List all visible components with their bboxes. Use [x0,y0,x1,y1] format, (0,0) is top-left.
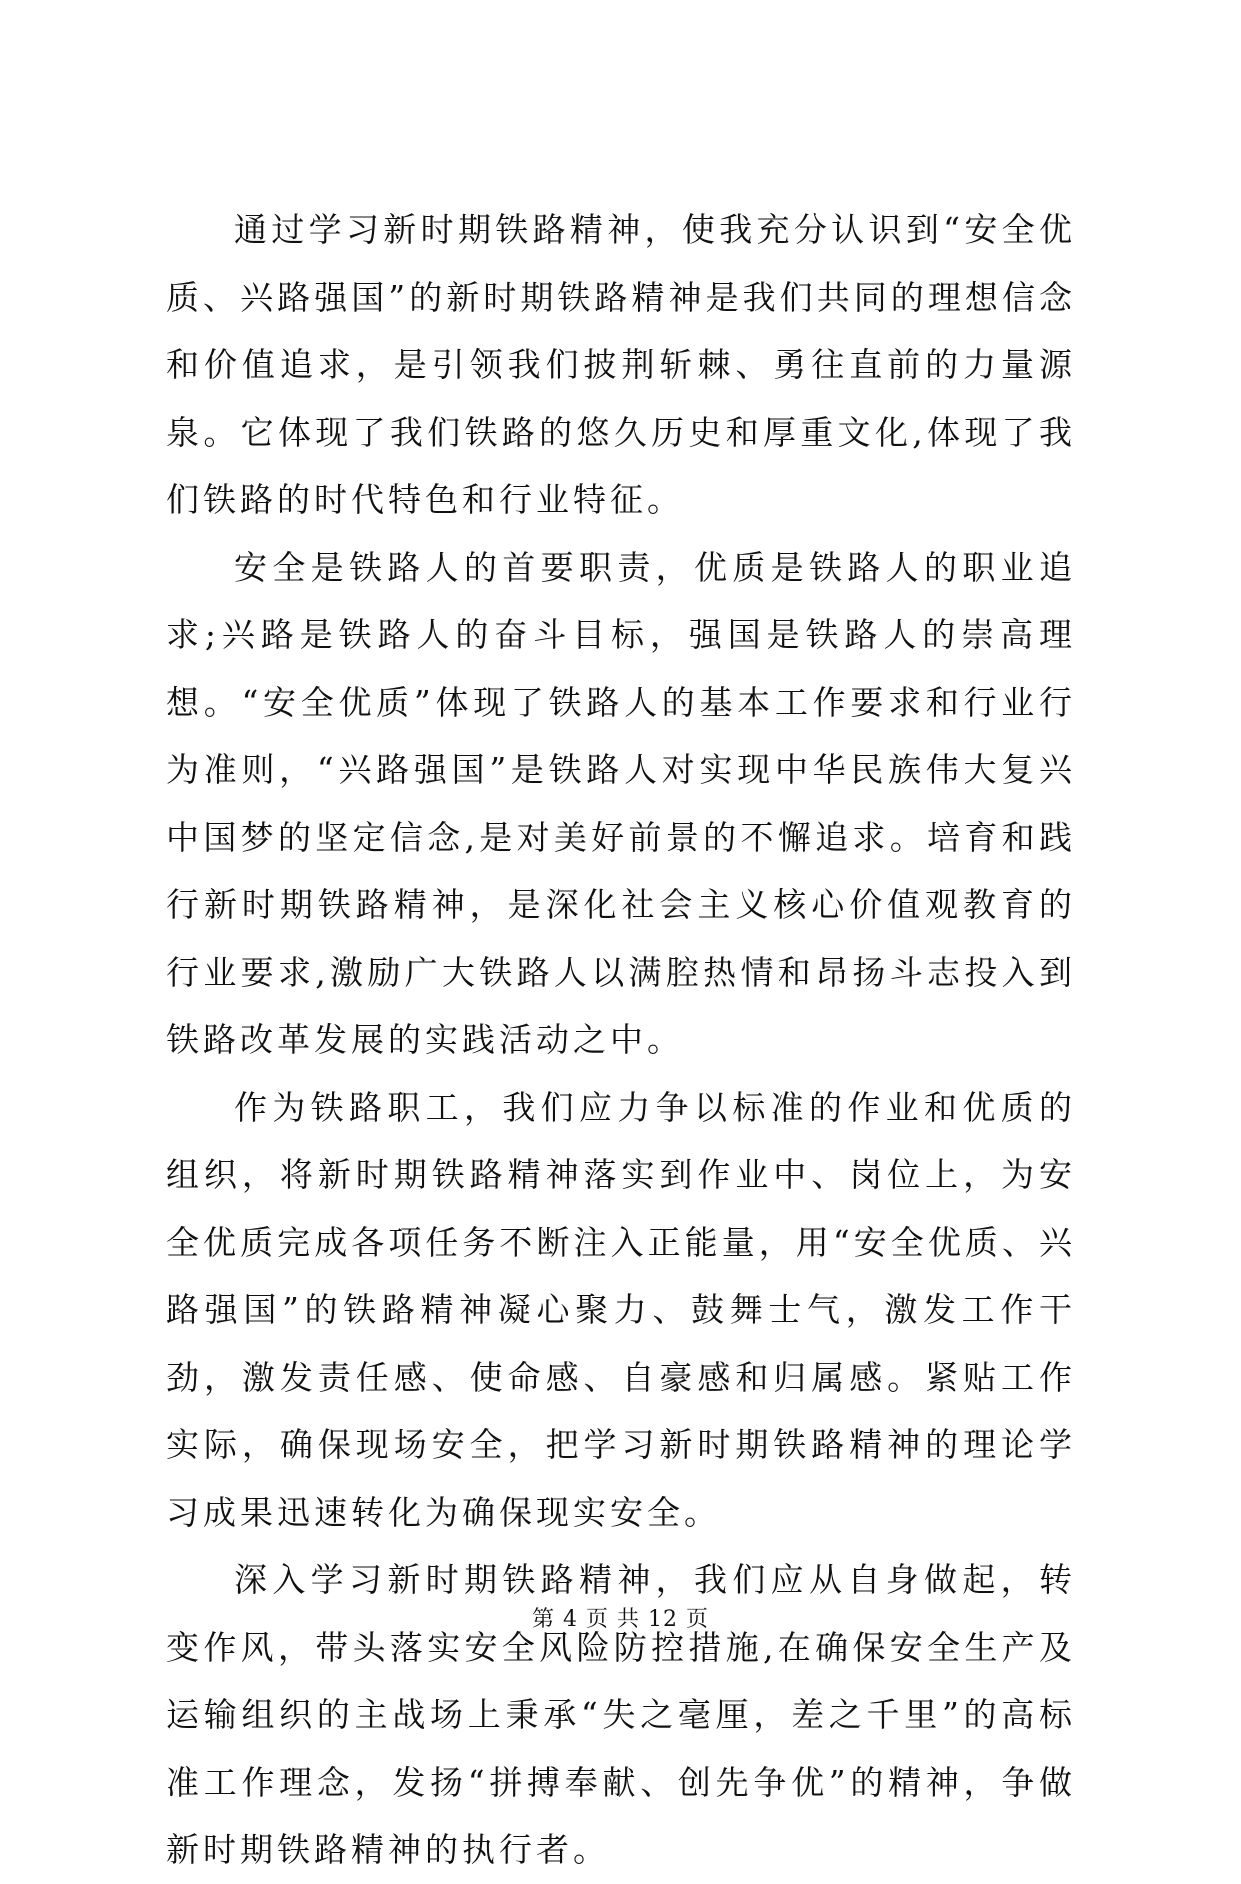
paragraph-2: 安全是铁路人的首要职责，优质是铁路人的职业追求;兴路是铁路人的奋斗目标，强国是铁路人的崇高理想。“安全优质”体现了铁路人的基本工作要求和行业行为准则，“兴路强国”是铁路人对实现中华民族伟大复兴中国梦的坚定信念,是对美好前景的不懈追求。培育和践行新时期铁路精神，是深化社会主义核心价值观教育的行业要求,激励广大铁路人以满腔热情和昂扬斗志投入到铁路改革发展的实践活动之中。 [166,547,1076,1059]
paragraph-1: 通过学习新时期铁路精神，使我充分认识到“安全优质、兴路强国”的新时期铁路精神是我们共同的理想信念和价值追求，是引领我们披荆斩棘、勇往直前的力量源泉。它体现了我们铁路的悠久历史和厚重文化,体现了我们铁路的时代特色和行业特征。 [166,210,1076,519]
page-number-label: 第 4 页 共 12 页 [532,1607,709,1632]
paragraph-4: 深入学习新时期铁路精神，我们应从自身做起，转变作风，带头落实安全风险防控措施,在确保安全生产及运输组织的主战场上秉承“失之毫厘，差之千里”的高标准工作理念，发扬“拼搏奉献、创先争优”的精神，争做新时期铁路精神的执行者。 [166,1560,1076,1869]
paragraph-3: 作为铁路职工，我们应力争以标准的作业和优质的组织，将新时期铁路精神落实到作业中、岗位上，为安全优质完成各项任务不断注入正能量，用“安全优质、兴路强国”的铁路精神凝心聚力、鼓舞士气，激发工作干劲，激发责任感、使命感、自豪感和归属感。紧贴工作实际，确保现场安全，把学习新时期铁路精神的理论学习成果迅速转化为确保现实安全。 [166,1087,1076,1532]
page-footer [0,1605,1241,1635]
